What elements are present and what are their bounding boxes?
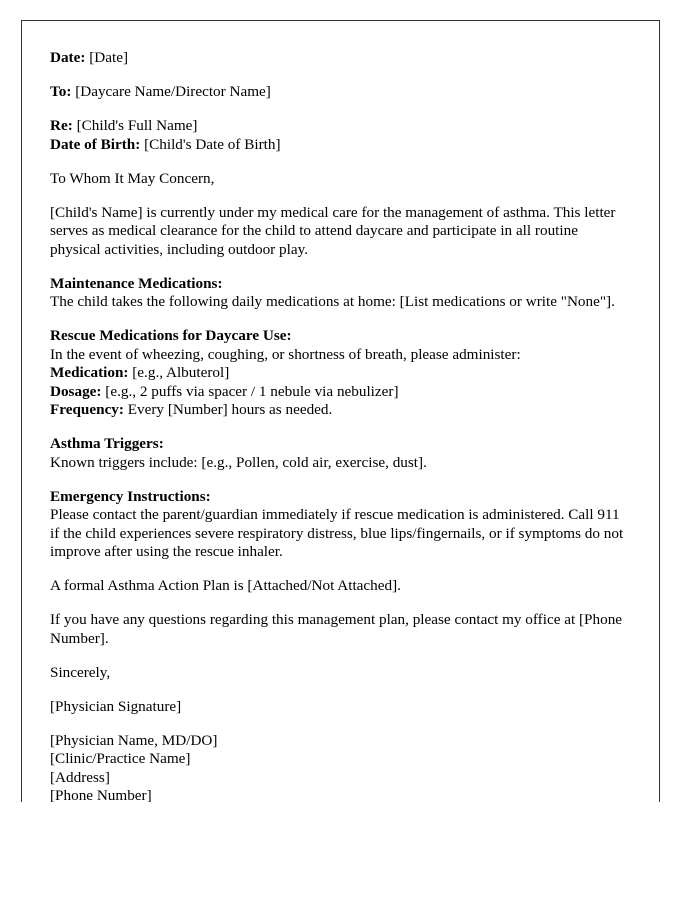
date-value: [Date] — [85, 49, 129, 66]
emergency-heading: Emergency Instructions: — [50, 487, 211, 505]
triggers-text: Known triggers include: [e.g., Pollen, cold air, exercise, dust]. — [50, 453, 427, 471]
to-label: To: — [50, 83, 72, 100]
maintenance-heading: Maintenance Medications: — [50, 274, 223, 292]
re-value: [Child's Full Name] — [72, 117, 198, 134]
medication-line — [50, 364, 631, 383]
clinic-name: [Clinic/Practice Name] — [50, 750, 191, 767]
action-plan-paragraph: A formal Asthma Action Plan is [Attached/Not Attached]. — [50, 577, 401, 594]
emergency-section — [50, 488, 631, 562]
triggers-heading: Asthma Triggers: — [50, 435, 164, 452]
phone-number: [Phone Number] — [50, 787, 152, 802]
frequency-label: Frequency: — [50, 401, 124, 418]
dosage-value: [e.g., 2 puffs via spacer / 1 nebule via nebulizer] — [101, 382, 399, 400]
signature-block — [50, 732, 631, 803]
frequency-value: Every [Number] hours as needed. — [123, 401, 333, 418]
letter-page — [21, 20, 660, 802]
re-block — [50, 117, 631, 154]
dob-value: [Child's Date of Birth] — [140, 135, 281, 153]
to-line — [50, 83, 631, 102]
re-line — [50, 117, 631, 136]
signature: [Physician Signature] — [50, 697, 182, 715]
dob-line — [50, 136, 631, 155]
intro-paragraph: [Child's Name] is currently under my medical care for the management of asthma. This letter serves as medical clearance for the child to attend daycare and participate in all routine physical activities, including outdoor play. — [50, 203, 616, 258]
rescue-heading: Rescue Medications for Daycare Use: — [50, 327, 292, 344]
re-label: Re: — [50, 117, 73, 134]
closing: Sincerely, — [50, 663, 111, 681]
questions-paragraph: If you have any questions regarding this management plan, please contact my office at [Phone Number]. — [50, 611, 623, 647]
maintenance-section — [50, 275, 631, 312]
emergency-text: Please contact the parent/guardian immediately if rescue medication is administered. Call 911 if the child experiences severe respiratory distress, blue lips/fingernails, or if symptoms do not improve after using the rescue inhaler. — [50, 506, 624, 560]
address: [Address] — [50, 768, 110, 786]
medication-value: [e.g., Albuterol] — [128, 364, 230, 381]
date-label: Date: — [50, 49, 86, 66]
medication-label: Medication: — [50, 364, 129, 381]
physician-name: [Physician Name, MD/DO] — [50, 731, 218, 749]
to-value: [Daycare Name/Director Name] — [71, 83, 271, 100]
dosage-label: Dosage: — [50, 382, 102, 400]
dosage-line — [50, 383, 631, 402]
dob-label: Date of Birth: — [50, 135, 141, 153]
frequency-line — [50, 401, 631, 420]
maintenance-text: The child takes the following daily medications at home: [List medications or write "None"]. — [50, 293, 615, 310]
triggers-section — [50, 435, 631, 472]
salutation: To Whom It May Concern, — [50, 169, 215, 187]
date-line — [50, 49, 631, 68]
rescue-section — [50, 327, 631, 420]
rescue-text: In the event of wheezing, coughing, or shortness of breath, please administer: — [50, 345, 521, 363]
